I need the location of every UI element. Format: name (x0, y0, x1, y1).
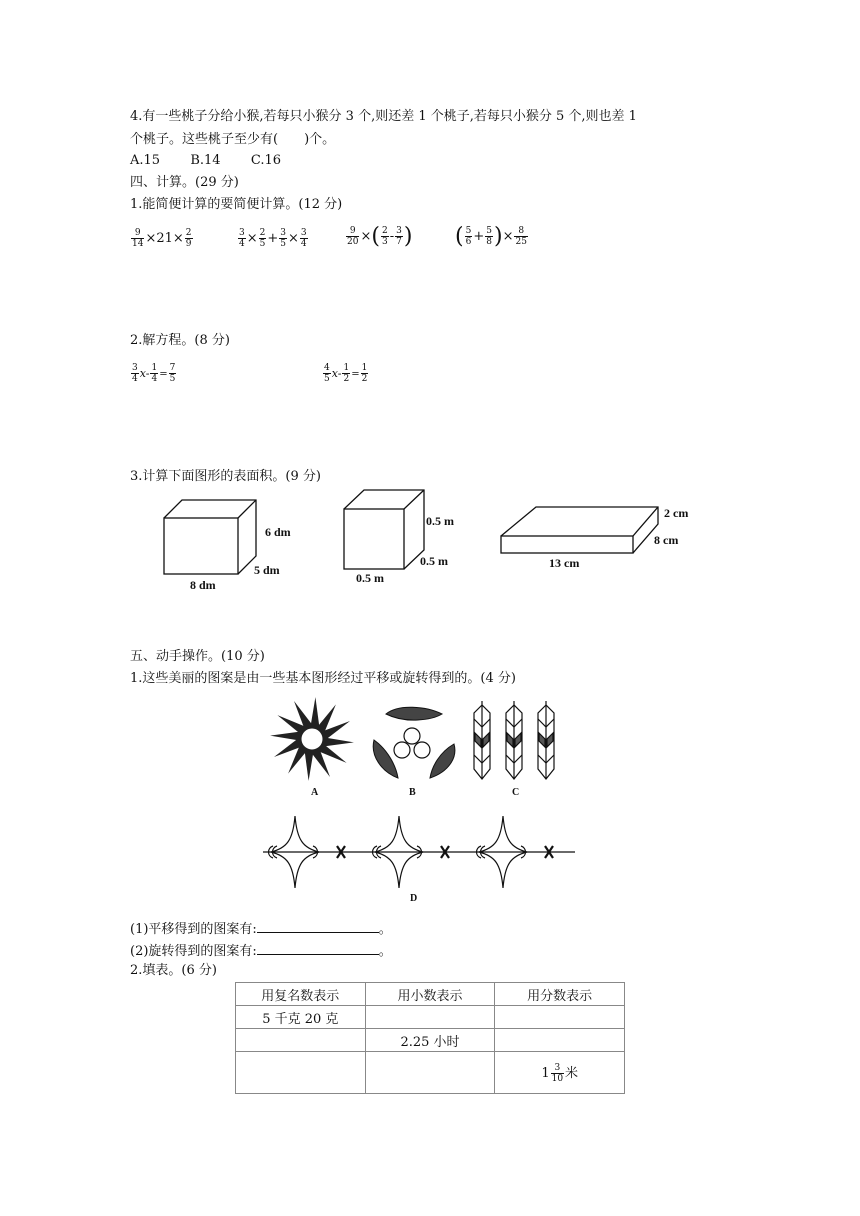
cuboid-1-width: 8 dm (190, 578, 216, 592)
option-c: C.16 (250, 153, 282, 168)
cell-r1c2[interactable] (365, 1006, 495, 1029)
pattern-label-a: A (311, 787, 319, 798)
calc-expr-4: ( $\frac{5}{6}$ + $\frac{5}{8}$ )× $\frac{8}{25}$ (455, 224, 527, 249)
cuboid-3-height: 2 cm (664, 506, 689, 520)
cell-r3c1[interactable] (236, 1052, 366, 1094)
rotation-question: (2)旋转得到的图案有: 。 (130, 940, 392, 962)
cuboid-figure-1 (160, 494, 265, 579)
calc-expr-2: $\frac{3}{4}$ × $\frac{2}{5}$ + $\frac{3}{5}$ × $\frac{3}{4}$ (239, 228, 307, 249)
cell-r2c1[interactable] (236, 1029, 366, 1052)
q4-line2: 个桃子。这些桃子至少有( )个。 (130, 132, 336, 147)
table-header-row (236, 983, 625, 1006)
cell-r1c1: 5 千克 20 克 (236, 1006, 366, 1029)
pattern-label-c: C (512, 787, 520, 798)
q4-line1: 4.有一些桃子分给小猴,若每只小猴分 3 个,则还差 1 个桃子,若每只小猴分 5 个,则也差 1 (130, 109, 637, 124)
cuboid-3-width: 13 cm (549, 556, 580, 570)
cell-r2c3[interactable] (495, 1029, 625, 1052)
rotation-answer-blank[interactable] (257, 940, 379, 955)
header-compound-unit: 用复名数表示 (236, 983, 366, 1006)
table-row (236, 1006, 625, 1029)
wheat-pattern-c (470, 697, 565, 782)
table-row (236, 1052, 625, 1094)
cuboid-1-depth: 5 dm (254, 563, 280, 577)
cuboid-1-height: 6 dm (265, 525, 291, 539)
conversion-table (235, 982, 625, 1094)
translation-answer-blank[interactable] (257, 918, 379, 933)
border-pattern-d (263, 812, 575, 892)
table-row (236, 1029, 625, 1052)
cell-r3c3: 1 $\frac{3}{10}$ 米 (495, 1052, 625, 1094)
calc-expr-1: $\frac{9}{14}$ ×21× $\frac{2}{9}$ (132, 228, 192, 249)
pinwheel-pattern-a (266, 697, 358, 782)
calc-part2-title: 2.解方程。(8 分) (130, 333, 230, 348)
calc-part3-title: 3.计算下面图形的表面积。(9 分) (130, 469, 321, 484)
section-5-title: 五、动手操作。(10 分) (130, 649, 265, 664)
cell-r3c2[interactable] (365, 1052, 495, 1094)
calc-part1-title: 1.能简便计算的要简便计算。(12 分) (130, 197, 343, 212)
header-fraction: 用分数表示 (495, 983, 625, 1006)
operation-part1-title: 1.这些美丽的图案是由一些基本图形经过平移或旋转得到的。(4 分) (130, 671, 516, 686)
option-a: A.15 (130, 153, 161, 168)
cube-2-width: 0.5 m (356, 571, 384, 585)
q4-options (130, 151, 281, 171)
equation-2: $\frac{4}{5}$ x- $\frac{1}{2}$ = $\frac{1}{2}$ (324, 363, 368, 384)
cell-r2c2: 2.25 小时 (365, 1029, 495, 1052)
pattern-label-d: D (410, 893, 418, 904)
cuboid-figure-3 (498, 503, 663, 555)
option-b: B.14 (190, 153, 221, 168)
cube-2-depth: 0.5 m (420, 554, 448, 568)
translation-question: (1)平移得到的图案有: 。 (130, 918, 392, 940)
calc-expr-3: $\frac{9}{20}$ ×( $\frac{2}{3}$ - $\frac{3}{7}$ ) (347, 224, 413, 249)
cuboid-3-depth: 8 cm (654, 533, 679, 547)
equation-1: $\frac{3}{4}$ x- $\frac{1}{4}$ = $\frac{7}{5}$ (132, 363, 176, 384)
bird-pattern-b (366, 700, 461, 782)
cube-figure-2 (340, 487, 430, 572)
section-4-title: 四、计算。(29 分) (130, 175, 239, 190)
pattern-label-b: B (409, 787, 416, 798)
cell-r1c3[interactable] (495, 1006, 625, 1029)
operation-part2-title: 2.填表。(6 分) (130, 963, 217, 978)
cube-2-height: 0.5 m (426, 514, 454, 528)
header-decimal: 用小数表示 (365, 983, 495, 1006)
